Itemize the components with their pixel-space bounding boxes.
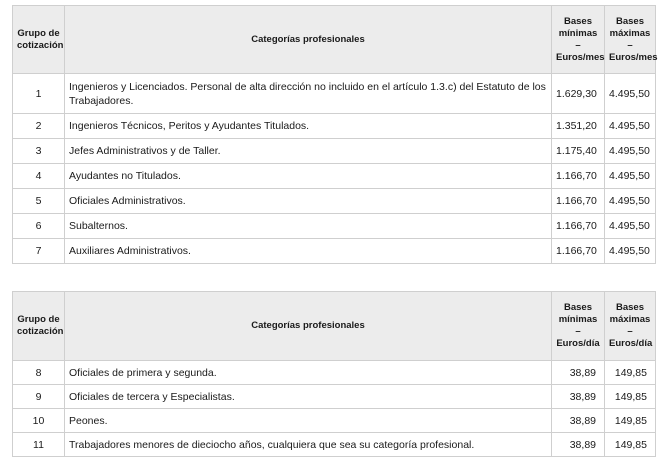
base-maxima-cell: 4.495,50 [605, 164, 656, 189]
base-minima-cell: 1.166,70 [552, 214, 605, 239]
grupo-cell: 9 [13, 385, 65, 409]
categoria-cell: Oficiales Administrativos. [65, 189, 552, 214]
base-maxima-cell: 4.495,50 [605, 139, 656, 164]
grupo-cell: 10 [13, 409, 65, 433]
categoria-cell: Oficiales de primera y segunda. [65, 361, 552, 385]
base-minima-cell: 1.629,30 [552, 74, 605, 114]
base-maxima-cell: 149,85 [605, 409, 656, 433]
base-maxima-cell: 149,85 [605, 433, 656, 457]
table-row [13, 361, 656, 385]
table-row [13, 139, 656, 164]
grupo-cell: 2 [13, 114, 65, 139]
grupo-cell: 8 [13, 361, 65, 385]
table-row [13, 409, 656, 433]
table-row [13, 239, 656, 264]
table-row [13, 114, 656, 139]
categoria-cell: Ayudantes no Titulados. [65, 164, 552, 189]
grupo-cell: 7 [13, 239, 65, 264]
table-row [13, 214, 656, 239]
base-minima-cell: 38,89 [552, 361, 605, 385]
grupo-cell: 4 [13, 164, 65, 189]
header-bases-maximas: Bases máximas – Euros/mes [605, 6, 656, 74]
table-row [13, 189, 656, 214]
base-minima-cell: 1.166,70 [552, 189, 605, 214]
header-bases-minimas: Bases mínimas – Euros/día [552, 292, 605, 361]
base-minima-cell: 1.175,40 [552, 139, 605, 164]
header-row [13, 292, 656, 361]
grupo-cell: 1 [13, 74, 65, 114]
base-maxima-cell: 4.495,50 [605, 114, 656, 139]
header-grupo: Grupo de cotización [13, 292, 65, 361]
header-bases-maximas: Bases máximas – Euros/día [605, 292, 656, 361]
monthly-bases-table [12, 5, 656, 264]
table-row [13, 433, 656, 457]
grupo-cell: 11 [13, 433, 65, 457]
base-minima-cell: 38,89 [552, 433, 605, 457]
grupo-cell: 6 [13, 214, 65, 239]
base-minima-cell: 38,89 [552, 409, 605, 433]
base-maxima-cell: 4.495,50 [605, 239, 656, 264]
base-maxima-cell: 4.495,50 [605, 214, 656, 239]
base-minima-cell: 1.166,70 [552, 164, 605, 189]
categoria-cell: Trabajadores menores de dieciocho años, cualquiera que sea su categoría profesional. [65, 433, 552, 457]
categoria-cell: Ingenieros Técnicos, Peritos y Ayudantes Titulados. [65, 114, 552, 139]
base-minima-cell: 38,89 [552, 385, 605, 409]
header-row [13, 6, 656, 74]
base-maxima-cell: 149,85 [605, 385, 656, 409]
table-row [13, 385, 656, 409]
daily-bases-table [12, 291, 656, 457]
categoria-cell: Oficiales de tercera y Especialistas. [65, 385, 552, 409]
base-maxima-cell: 4.495,50 [605, 189, 656, 214]
grupo-cell: 3 [13, 139, 65, 164]
base-maxima-cell: 149,85 [605, 361, 656, 385]
base-maxima-cell: 4.495,50 [605, 74, 656, 114]
header-bases-minimas: Bases mínimas – Euros/mes [552, 6, 605, 74]
header-categorias: Categorías profesionales [65, 6, 552, 74]
categoria-cell: Ingenieros y Licenciados. Personal de alta dirección no incluido en el artículo 1.3.c) del Estatuto de los Trabajadores. [65, 74, 552, 114]
categoria-cell: Auxiliares Administrativos. [65, 239, 552, 264]
header-categorias: Categorías profesionales [65, 292, 552, 361]
categoria-cell: Subalternos. [65, 214, 552, 239]
table-row [13, 164, 656, 189]
base-minima-cell: 1.166,70 [552, 239, 605, 264]
table-row [13, 74, 656, 114]
grupo-cell: 5 [13, 189, 65, 214]
header-grupo: Grupo de cotización [13, 6, 65, 74]
categoria-cell: Peones. [65, 409, 552, 433]
base-minima-cell: 1.351,20 [552, 114, 605, 139]
categoria-cell: Jefes Administrativos y de Taller. [65, 139, 552, 164]
